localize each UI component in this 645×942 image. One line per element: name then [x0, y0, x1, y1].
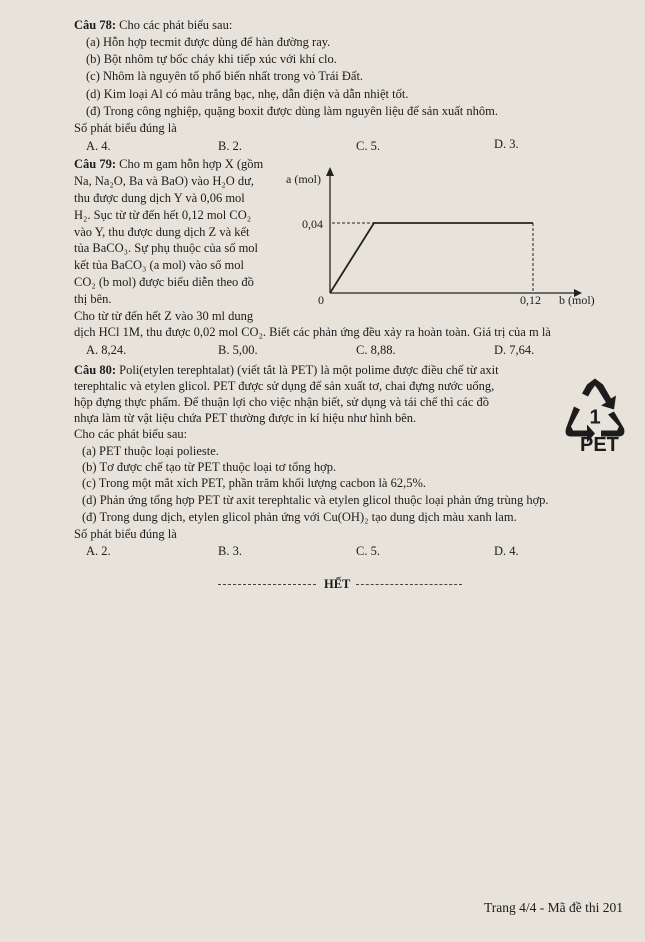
- q80-option-d: D. 4.: [494, 544, 519, 558]
- precipitate-graph: [284, 166, 604, 311]
- q78-statement-d: (d) Kim loại Al có màu trắng bạc, nhẹ, dẫn điện và dẫn nhiệt tốt.: [86, 87, 409, 101]
- q79-line-1: Na, Na₂O, Ba và BaO) vào H₂O dư,: [74, 174, 255, 188]
- q80-line-2: hộp đựng thực phẩm. Để thuận lợi cho việc nhận biết, sử dụng và tái chế thì các đồ: [74, 395, 490, 409]
- q79-option-d: D. 7,64.: [494, 343, 535, 357]
- q78-heading: Câu 78:: [74, 18, 117, 32]
- q80-line-0: Câu 80: Poli(etylen terephtalat) (viết tắt là PET) là một polime được điều chế từ axit: [74, 363, 499, 377]
- q79-line-8: thị bên.: [74, 292, 112, 306]
- q80-question: Số phát biểu đúng là: [74, 527, 177, 541]
- pet-label: PET: [580, 434, 619, 456]
- q78-option-d: D. 3.: [494, 137, 519, 151]
- q79-line-2: thu được dung dịch Y và 0,06 mol: [74, 191, 245, 205]
- origin-label: 0: [318, 293, 324, 307]
- q80-statement-c: (c) Trong một mắt xích PET, phần trăm khối lượng cacbon là 62,5%.: [82, 476, 427, 490]
- q79-option-a: A. 8,24.: [86, 343, 127, 357]
- q79-line-10: dịch HCl 1M, thu được 0,02 mol CO₂. Biết các phản ứng đều xảy ra hoàn toàn. Giá trị của m là: [74, 325, 551, 339]
- y-axis-label: a (mol): [286, 172, 321, 186]
- x-axis-label: b (mol): [559, 293, 595, 307]
- q78-option-c: C. 5.: [356, 139, 380, 153]
- q78-statement-a: (a) Hỗn hợp tecmit được dùng để hàn đường ray.: [86, 35, 331, 49]
- end-mark: HẾT: [324, 577, 351, 591]
- q78-question: Số phát biểu đúng là: [74, 121, 177, 135]
- q80-option-c: C. 5.: [356, 544, 380, 558]
- q80-statement-b: (b) Tơ được chế tạo từ PET thuộc loại tơ tổng hợp.: [82, 460, 337, 474]
- q79-option-c: C. 8,88.: [356, 343, 396, 357]
- x-tick-label: 0,12: [520, 293, 541, 307]
- q78-option-b: B. 2.: [218, 139, 242, 153]
- y-tick-label: 0,04: [302, 217, 323, 231]
- q79-line-7: CO₂ (b mol) được biểu diễn theo đồ: [74, 275, 254, 289]
- q78-stem: Cho các phát biểu sau:: [119, 18, 233, 32]
- q79-option-b: B. 5,00.: [218, 343, 258, 357]
- q80-option-a: A. 2.: [86, 544, 111, 558]
- q79-line-9: Cho từ từ đến hết Z vào 30 ml dung: [74, 309, 254, 323]
- q79-heading: Câu 79:: [74, 157, 117, 171]
- q80-stem: Cho các phát biểu sau:: [74, 427, 188, 441]
- graph-curve: [330, 223, 533, 293]
- q80-option-b: B. 3.: [218, 544, 242, 558]
- q78-statement-b: (b) Bột nhôm tự bốc cháy khi tiếp xúc với khí clo.: [86, 52, 337, 66]
- q79-line-4: vào Y, thu được dung dịch Z và kết: [74, 225, 250, 239]
- q78-statement-c: (c) Nhôm là nguyên tố phổ biến nhất trong vỏ Trái Đất.: [86, 69, 364, 83]
- q79-line-3: H₂. Sục từ từ đến hết 0,12 mol CO₂: [74, 208, 252, 222]
- q78-option-a: A. 4.: [86, 139, 111, 153]
- q78-statement-dd: (đ) Trong công nghiệp, quặng boxit được dùng làm nguyên liệu để sản xuất nhôm.: [86, 104, 498, 118]
- q80-statement-a: (a) PET thuộc loại polieste.: [82, 444, 219, 458]
- q79-line-0: Câu 79: Cho m gam hỗn hợp X (gồm: [74, 157, 264, 171]
- end-divider-right: [356, 584, 462, 585]
- y-axis-arrow: [326, 167, 334, 176]
- q80-statement-dd: (đ) Trong dung dịch, etylen glicol phản ứng với Cu(OH)₂ tạo dung dịch màu xanh lam.: [82, 510, 517, 524]
- q79-line-6: kết tủa BaCO₃ (a mol) vào số mol: [74, 258, 244, 272]
- end-divider-left: [218, 584, 316, 585]
- q79-line-5: tủa BaCO₃. Sự phụ thuộc của số mol: [74, 241, 259, 255]
- logo-number: 1: [589, 406, 601, 429]
- q80-statement-d: (d) Phản ứng tổng hợp PET từ axit terephtalic và etylen glicol thuộc loại phản ứng trùng hợp.: [82, 493, 549, 507]
- q80-heading: Câu 80:: [74, 363, 117, 377]
- page-footer: Trang 4/4 - Mã đề thi 201: [484, 900, 623, 915]
- q78-title: [74, 18, 232, 33]
- q80-line-3: nhựa làm từ vật liệu chứa PET thường được in kí hiệu như hình bên.: [74, 411, 417, 425]
- q80-line-1: terephtalic và etylen glicol. PET được sử dụng để sản xuất tơ, chai đựng nước uống,: [74, 379, 495, 393]
